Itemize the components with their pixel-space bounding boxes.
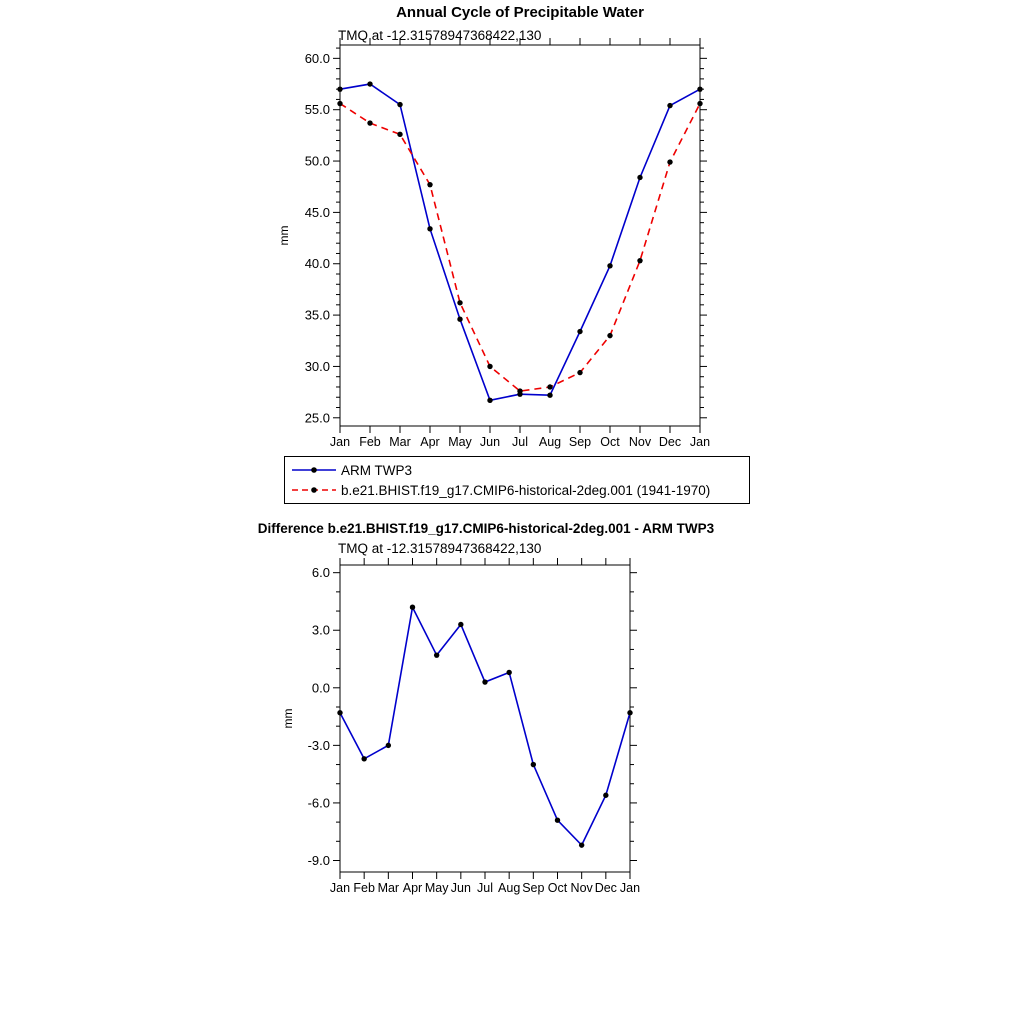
legend-line-sample-arm-twp3 <box>291 463 337 477</box>
difference-subtitle: TMQ at -12.31578947368422,130 <box>338 541 542 556</box>
x-tick-label: Apr <box>420 435 440 449</box>
x-tick-label: Feb <box>359 435 381 449</box>
plot-frame <box>340 565 630 872</box>
data-point-marker <box>337 710 342 715</box>
data-point-marker <box>397 132 402 137</box>
x-tick-label: Jul <box>512 435 528 449</box>
x-tick-label: Jan <box>329 435 351 449</box>
x-tick-label: Oct <box>547 881 568 895</box>
y-tick-label: -3.0 <box>307 737 330 753</box>
x-tick-label: Mar <box>389 435 411 449</box>
data-point-marker <box>427 182 432 187</box>
annual-cycle-title: Annual Cycle of Precipitable Water <box>396 4 644 21</box>
x-tick-label: Nov <box>570 881 593 895</box>
data-point-marker <box>506 670 511 675</box>
y-tick-label: 35.0 <box>304 307 330 323</box>
data-point-marker <box>434 652 439 657</box>
data-point-marker <box>547 392 552 397</box>
y-tick-label: -6.0 <box>307 795 330 811</box>
data-point-marker <box>458 622 463 627</box>
y-axis-label: mm <box>277 225 291 246</box>
data-point-marker <box>457 316 462 321</box>
data-point-marker <box>637 175 642 180</box>
x-tick-label: Sep <box>568 435 592 449</box>
data-point-marker <box>337 101 342 106</box>
x-tick-label: Oct <box>600 435 620 449</box>
x-tick-label: Jan <box>329 881 351 895</box>
x-tick-label: Aug <box>538 435 562 449</box>
legend-row-arm-twp3 <box>291 460 743 480</box>
data-point-marker <box>361 756 366 761</box>
x-tick-label: Jan <box>619 881 641 895</box>
data-point-marker <box>697 101 702 106</box>
data-point-marker <box>337 86 342 91</box>
y-tick-label: 55.0 <box>304 102 330 118</box>
data-point-marker <box>697 86 702 91</box>
data-point-marker <box>367 81 372 86</box>
data-point-marker <box>517 388 522 393</box>
x-tick-label: Apr <box>402 881 423 895</box>
x-tick-label: Dec <box>658 435 682 449</box>
data-point-marker <box>410 605 415 610</box>
x-tick-label: Jun <box>479 435 501 449</box>
x-tick-label: Jun <box>450 881 471 895</box>
y-axis-label: mm <box>281 708 295 729</box>
x-tick-label: Dec <box>594 881 617 895</box>
data-point-marker <box>397 102 402 107</box>
y-tick-label: -9.0 <box>307 852 330 868</box>
y-tick-label: 60.0 <box>304 50 330 66</box>
data-point-marker <box>367 120 372 125</box>
x-tick-label: Sep <box>522 881 545 895</box>
legend-label-arm-twp3: ARM TWP3 <box>341 462 413 478</box>
legend-marker-dot <box>311 467 317 473</box>
data-point-marker <box>637 258 642 263</box>
x-tick-label: Jan <box>689 435 711 449</box>
y-tick-label: 40.0 <box>304 256 330 272</box>
data-point-marker <box>607 263 612 268</box>
data-point-marker <box>603 793 608 798</box>
data-point-marker <box>427 226 432 231</box>
plot-frame <box>340 45 700 426</box>
data-point-marker <box>667 159 672 164</box>
y-tick-label: 6.0 <box>311 565 330 581</box>
data-point-marker <box>386 743 391 748</box>
data-point-marker <box>577 329 582 334</box>
data-point-marker <box>577 370 582 375</box>
data-point-marker <box>607 333 612 338</box>
x-tick-label: Mar <box>377 881 400 895</box>
annual-cycle-subtitle: TMQ at -12.31578947368422,130 <box>338 28 542 43</box>
data-point-marker <box>531 762 536 767</box>
y-tick-label: 30.0 <box>304 358 330 374</box>
series-line-0-1 <box>340 104 700 392</box>
x-tick-label: May <box>424 881 449 895</box>
data-point-marker <box>547 384 552 389</box>
data-point-marker <box>482 679 487 684</box>
data-point-marker <box>555 817 560 822</box>
y-tick-label: 25.0 <box>304 410 330 426</box>
legend-marker-dot <box>311 487 317 493</box>
y-tick-label: 45.0 <box>304 204 330 220</box>
x-tick-label: Aug <box>498 881 521 895</box>
x-tick-label: May <box>448 435 472 449</box>
chart-plot-0 <box>277 38 710 449</box>
data-point-marker <box>667 103 672 108</box>
x-tick-label: Feb <box>353 881 375 895</box>
data-point-marker <box>457 300 462 305</box>
difference-title: Difference b.e21.BHIST.f19_g17.CMIP6-historical-2deg.001 - ARM TWP3 <box>257 521 715 536</box>
y-tick-label: 3.0 <box>311 622 330 638</box>
data-point-marker <box>579 842 584 847</box>
data-point-marker <box>487 398 492 403</box>
legend <box>284 456 750 504</box>
legend-line-sample-model <box>291 483 337 497</box>
x-tick-label: Nov <box>628 435 652 449</box>
legend-label-model: b.e21.BHIST.f19_g17.CMIP6-historical-2deg.001 (1941-1970) <box>341 482 711 498</box>
data-point-marker <box>487 364 492 369</box>
series-line-1-0 <box>340 607 630 845</box>
y-tick-label: 0.0 <box>311 680 330 696</box>
data-point-marker <box>627 710 632 715</box>
y-tick-label: 50.0 <box>304 153 330 169</box>
legend-row-model <box>291 480 743 500</box>
x-tick-label: Jul <box>477 881 493 895</box>
chart-plot-1 <box>281 558 640 895</box>
